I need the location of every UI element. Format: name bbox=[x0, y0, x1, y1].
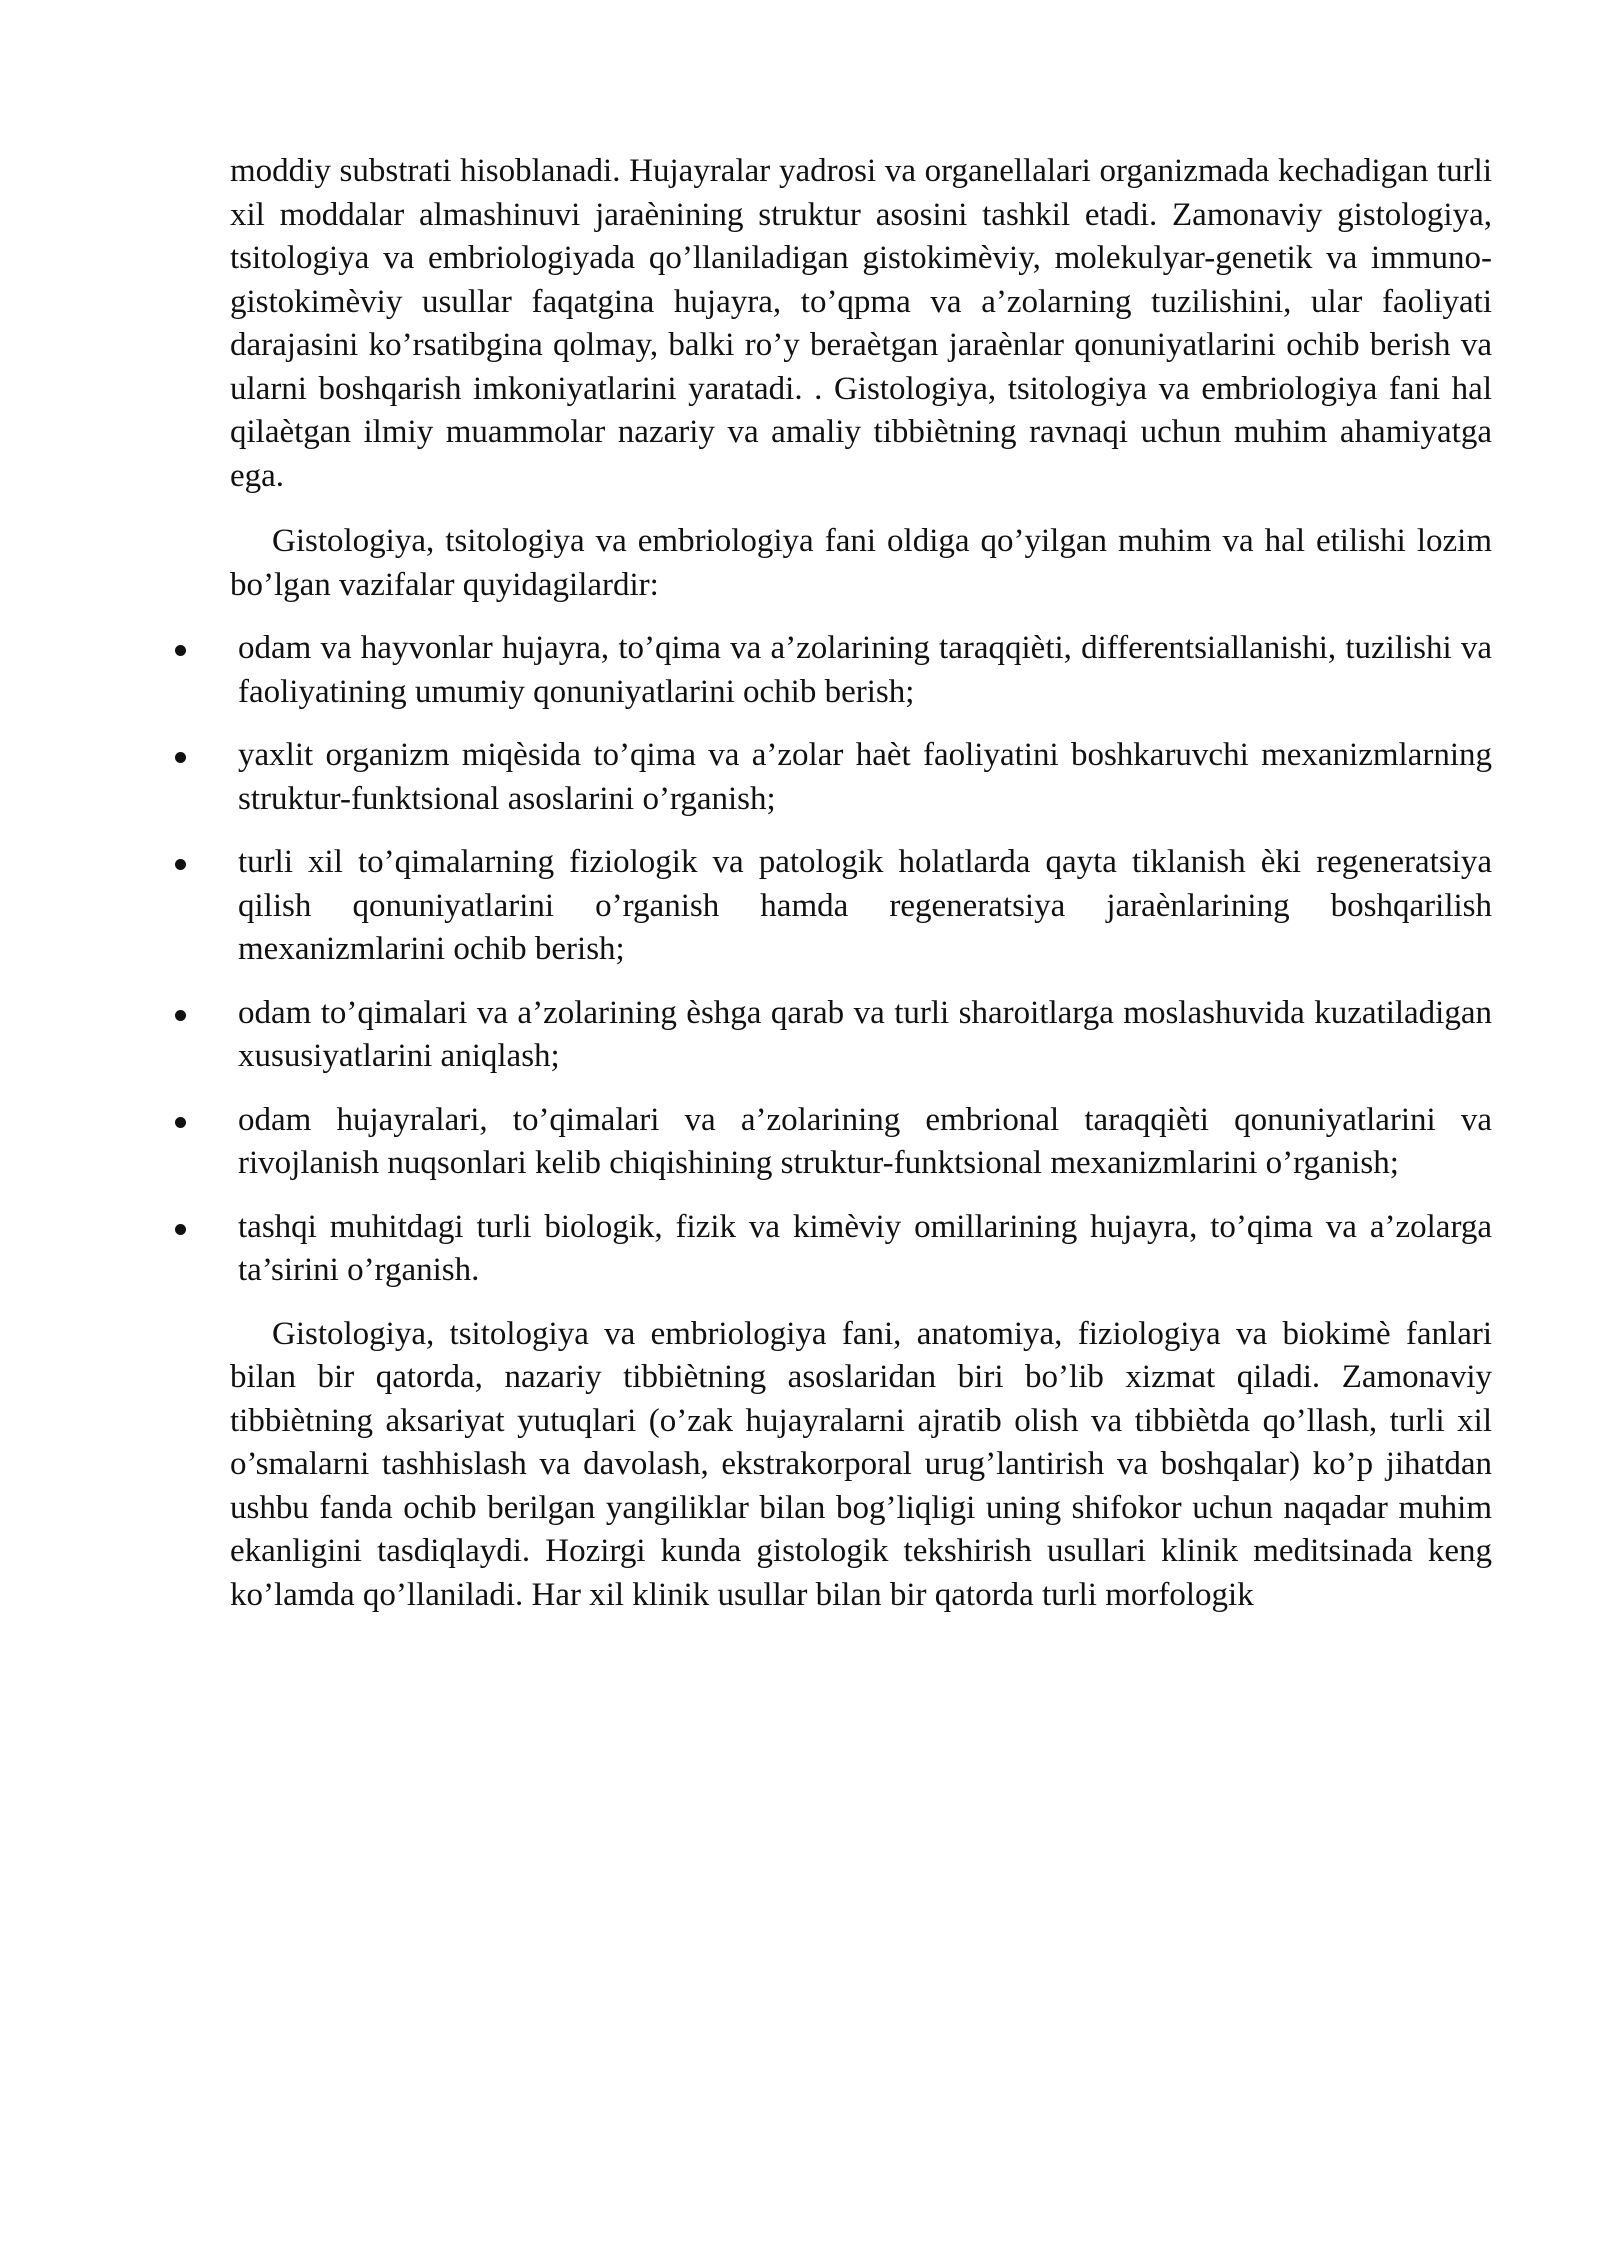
bullet-icon bbox=[175, 645, 186, 656]
list-item-text: tashqi muhitdagi turli biologik, fizik va kimèviy omillarining hujayra, to’qima va a’zolarga ta’sirini o’rganish. bbox=[238, 1208, 1492, 1288]
bullet-icon bbox=[175, 752, 186, 763]
document-page bbox=[230, 150, 1492, 1617]
list-item-text: turli xil to’qimalarning fiziologik va patologik holatlarda qayta tiklanish èki regeneratsiya qilish qonuniyatlarini o’rganish hamda regeneratsiya jaraènlarining boshqarilish mexanizmlarini ochib berish; bbox=[238, 844, 1492, 967]
bullet-icon bbox=[175, 1224, 186, 1235]
list-item bbox=[230, 627, 1492, 714]
list-item-text: odam to’qimalari va a’zolarining èshga qarab va turli sharoitlarga moslashuvida kuzatiladigan xususiyatlarini aniqlash; bbox=[238, 994, 1492, 1074]
tasks-list bbox=[230, 627, 1492, 1293]
list-item-text: yaxlit organizm miqèsida to’qima va a’zolar haèt faoliyatini boshkaruvchi mexanizmlarning struktur-funktsional asoslarini o’rganish; bbox=[238, 737, 1492, 817]
list-item bbox=[230, 1099, 1492, 1186]
list-item bbox=[230, 992, 1492, 1079]
bullet-icon bbox=[175, 1117, 186, 1128]
list-item-text: odam va hayvonlar hujayra, to’qima va a’zolarining taraqqièti, differentsiallanishi, tuzilishi va faoliyatining umumiy qonuniyatlarini ochib berish; bbox=[238, 630, 1492, 710]
conclusion-paragraph: Gistologiya, tsitologiya va embriologiya fani, anatomiya, fiziologiya va biokimè fanlari bilan bir qatorda, nazariy tibbiètning asoslaridan biri bo’lib xizmat qiladi. Zamonaviy tibbiètning aksariyat yutuqlari (o’zak hujayralarni ajratib olish va tibbiètda qo’llash, turli xil o’smalarni tashhislash va davolash, ekstrakorporal urug’lantirish va boshqalar) ko’p jihatdan ushbu fanda ochib berilgan yangiliklar bilan bog’liqligi uning shifokor uchun naqadar muhim ekanligini tasdiqlaydi. Hozirgi kunda gistologik tekshirish usullari klinik meditsinada keng ko’lamda qo’llaniladi. Har xil klinik usullar bilan bir qatorda turli morfologik bbox=[230, 1315, 1492, 1613]
intro-paragraph: moddiy substrati hisoblanadi. Hujayralar yadrosi va organellalari organizmada kechadigan turli xil moddalar almashinuvi jaraènining struktur asosini tashkil etadi. Zamonaviy gistologiya, tsitologiya va embriologiyada qo’llaniladigan gistokimèviy, molekulyar-genetik va immuno-gistokimèviy usullar faqatgina hujayra, to’qpma va a’zolarning tuzilishini, ular faoliyati darajasini ko’rsatibgina qolmay, balki ro’y beraètgan jaraènlar qonuniyatlarini ochib berish va ularni boshqarish imkoniyatlarini yaratadi. . Gistologiya, tsitologiya va embriologiya fani hal qilaètgan ilmiy muammolar nazariy va amaliy tibbiètning ravnaqi uchun muhim ahamiyatga ega. bbox=[230, 153, 1492, 494]
bullet-icon bbox=[175, 1010, 186, 1021]
tasks-intro-paragraph: Gistologiya, tsitologiya va embriologiya fani oldiga qo’yilgan muhim va hal etilishi lozim bo’lgan vazifalar quyidagilardir: bbox=[230, 523, 1492, 603]
list-item bbox=[230, 1206, 1492, 1293]
list-item-text: odam hujayralari, to’qimalari va a’zolarining embrional taraqqièti qonuniyatlarini va rivojlanish nuqsonlari kelib chiqishining struktur-funktsional mexanizmlarini o’rganish; bbox=[238, 1101, 1492, 1181]
bullet-icon bbox=[175, 859, 186, 870]
list-item bbox=[230, 734, 1492, 821]
list-item bbox=[230, 841, 1492, 972]
